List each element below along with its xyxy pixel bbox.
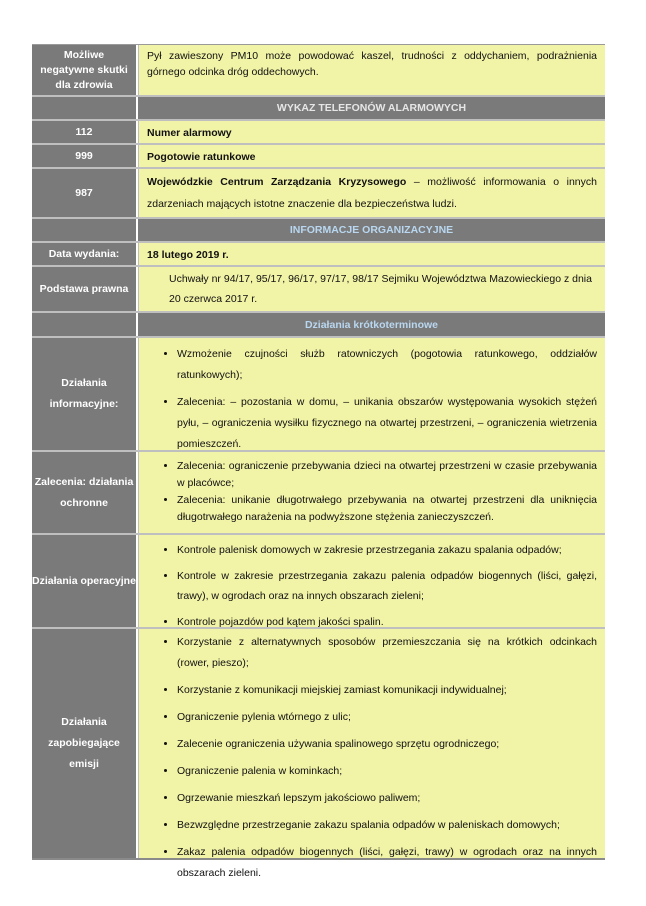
list-item: • Kontrole w zakresie przestrzegania zakazu palenia odpadów biogennych (liści, gałęzi, trawy), w ogrodach oraz na innych obszarach zieleni;: [177, 566, 597, 606]
operational-actions-row: [32, 535, 605, 629]
phones-header-spacer: [32, 97, 138, 119]
list-item: • Zalecenie ograniczenia używania spalinowego sprzętu ogrodniczego;: [177, 734, 597, 755]
actions-header-spacer: [32, 313, 138, 336]
alert-document: [32, 44, 605, 879]
org-header-spacer: [32, 219, 138, 241]
list-item: • Bezwzględne przestrzeganie zakazu spalania odpadów w paleniskach domowych;: [177, 815, 597, 836]
phone-row: [32, 121, 605, 145]
actions-header-row: [32, 313, 605, 338]
legal-basis-label: Podstawa prawna: [32, 267, 138, 311]
list-item: • Ogrzewanie mieszkań lepszym jakościowo paliwem;: [177, 788, 597, 809]
list-item: • Zakaz palenia odpadów biogennych (liści, gałęzi, trawy) w ogrodach oraz na innych obszarach zieleni.: [177, 842, 597, 884]
org-header: INFORMACJE ORGANIZACYJNE: [138, 219, 605, 241]
phone-number: 987: [32, 169, 138, 217]
list-item: • Korzystanie z komunikacji miejskiej zamiast komunikacji indywidualnej;: [177, 680, 597, 701]
info-actions-list-cell: [138, 338, 605, 450]
issue-date-label: Data wydania:: [32, 243, 138, 265]
list-item: • Zalecenia: ograniczenie przebywania dzieci na otwartej przestrzeni w czasie przebywania w placówce;: [177, 458, 597, 492]
phone-number: 999: [32, 145, 138, 167]
issue-date-row: [32, 243, 605, 267]
phone-entry: [138, 169, 605, 217]
list-item: • Kontrole palenisk domowych w zakresie przestrzegania zakazu spalania odpadów;: [177, 540, 597, 560]
protective-actions-list-cell: [138, 452, 605, 533]
protective-actions-row: [32, 452, 605, 535]
list-item: • Zalecenia: unikanie długotrwałego przebywania na otwartej przestrzeni dla uniknięcia długotrwałego narażenia na podwyższone stężenia zanieczyszczeń.: [177, 492, 597, 526]
legal-basis-value: Uchwały nr 94/17, 95/17, 96/17, 97/17, 98/17 Sejmiku Województwa Mazowieckiego z dnia 20 czerwca 2017 r.: [138, 267, 605, 311]
health-effects-label: Możliwe negatywne skutki dla zdrowia: [32, 45, 138, 95]
info-actions-row: [32, 338, 605, 452]
actions-header: Działania krótkoterminowe: [138, 313, 605, 336]
phones-header: WYKAZ TELEFONÓW ALARMOWYCH: [138, 97, 605, 119]
phone-name: Pogotowie ratunkowe: [138, 145, 605, 167]
operational-actions-label: Działania operacyjne: [32, 535, 138, 627]
phone-name: Wojewódzkie Centrum Zarządzania Kryzysowego: [147, 176, 407, 188]
emission-prevention-label: Działania zapobiegające emisji: [32, 629, 138, 858]
phones-header-row: [32, 97, 605, 121]
phone-row: [32, 145, 605, 169]
phone-row: [32, 169, 605, 219]
phone-number: 112: [32, 121, 138, 143]
info-actions-label: Działania informacyjne:: [32, 338, 138, 450]
list-item: • Korzystanie z alternatywnych sposobów przemieszczania się na krótkich odcinkach (rower, pieszo);: [177, 632, 597, 674]
list-item: • Kontrole pojazdów pod kątem jakości spalin.: [177, 612, 597, 632]
list-item: • Zalecenia: – pozostania w domu, – unikania obszarów występowania wysokich stężeń pyłu, – ograniczenia wysiłku fizycznego na otwartej przestrzeni, – ograniczenia wietrzenia pomieszczeń.: [177, 392, 597, 455]
health-effects-text: Pył zawieszony PM10 może powodować kaszel, trudności z oddychaniem, podrażnienia górnego odcinka dróg oddechowych.: [138, 45, 605, 95]
org-header-row: [32, 219, 605, 243]
issue-date-value: 18 lutego 2019 r.: [138, 243, 605, 265]
protective-actions-label: Zalecenia: działania ochronne: [32, 452, 138, 533]
emission-prevention-row: [32, 629, 605, 879]
operational-actions-list-cell: [138, 535, 605, 627]
list-item: • Ograniczenie palenia w kominkach;: [177, 761, 597, 782]
phone-name: Numer alarmowy: [138, 121, 605, 143]
emission-prevention-list-cell: [138, 629, 605, 879]
list-item: • Ograniczenie pylenia wtórnego z ulic;: [177, 707, 597, 728]
legal-basis-row: [32, 267, 605, 313]
list-item: • Wzmożenie czujności służb ratowniczych (pogotowia ratunkowego, oddziałów ratunkowych);: [177, 344, 597, 386]
health-effects-row: [32, 45, 605, 97]
phone-description: – możliwość informowania o innych zdarzeniach mających istotne znaczenie dla bezpieczeństwa ludzi.: [147, 176, 597, 210]
